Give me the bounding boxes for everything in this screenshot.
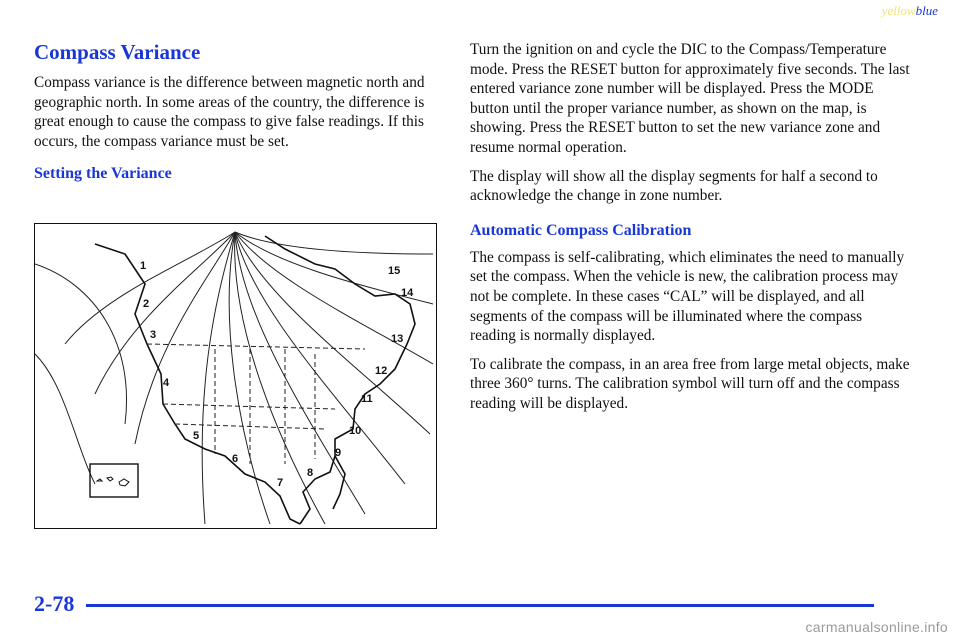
zone-label: 4 — [163, 377, 170, 389]
map-drawing — [35, 224, 435, 527]
watermark: carmanualsonline.info — [805, 619, 948, 635]
zone-label: 12 — [375, 365, 388, 377]
right-column — [470, 40, 910, 423]
corner-tag-blue: blue — [915, 3, 938, 18]
zone-label: 13 — [391, 333, 404, 345]
page-title: Compass Variance — [34, 40, 201, 64]
display-paragraph: The display will show all the display segments for half a second to acknowledge the change in zone number. — [470, 167, 878, 205]
zone-label: 6 — [232, 453, 239, 465]
zone-label: 7 — [277, 477, 284, 489]
zone-label: 9 — [335, 447, 342, 459]
zone-label: 2 — [143, 298, 150, 310]
auto-calibration-heading: Automatic Compass Calibration — [470, 221, 692, 239]
ignition-paragraph: Turn the ignition on and cycle the DIC to the Compass/Temperature mode. Press the RESET button for approximately five seconds. The last entered variance zone number will be displayed. Press the MODE button until the proper variance number, as shown on the map, is showing. Press the RESET button to set the new variance zone and resume normal operation. — [470, 41, 910, 156]
intro-paragraph: Compass variance is the difference between magnetic north and geographic north. In some areas of the country, the difference is great enough to cause the compass to give false readings. If this occurs, the compass variance must be set. — [34, 74, 425, 150]
zone-label: 5 — [193, 430, 200, 442]
calibrate-paragraph: To calibrate the compass, in an area free from large metal objects, make three 360° turns. The calibration symbol will turn off and the compass reading will be displayed. — [470, 355, 910, 412]
left-column — [34, 40, 444, 191]
zone-label: 8 — [307, 467, 314, 479]
variance-zone-map — [34, 223, 437, 529]
corner-tag-yellow: yellow — [881, 3, 916, 18]
corner-tag — [882, 3, 938, 19]
footer-rule — [86, 604, 874, 607]
zone-label: 10 — [349, 425, 362, 437]
zone-label: 3 — [150, 329, 157, 341]
zone-label: 1 — [140, 260, 147, 272]
zone-label: 14 — [401, 287, 414, 299]
page-number: 2-78 — [34, 591, 75, 616]
zone-label: 15 — [388, 265, 401, 277]
setting-variance-heading: Setting the Variance — [34, 165, 172, 183]
self-calibrating-paragraph: The compass is self-calibrating, which eliminates the need to manually set the compass. When the vehicle is new, the calibration process may not be complete. In these cases “CAL” will be displayed, and all segments of the compass will be illuminated where the compass reading is normally displayed. — [470, 248, 905, 345]
zone-label: 11 — [361, 393, 373, 405]
